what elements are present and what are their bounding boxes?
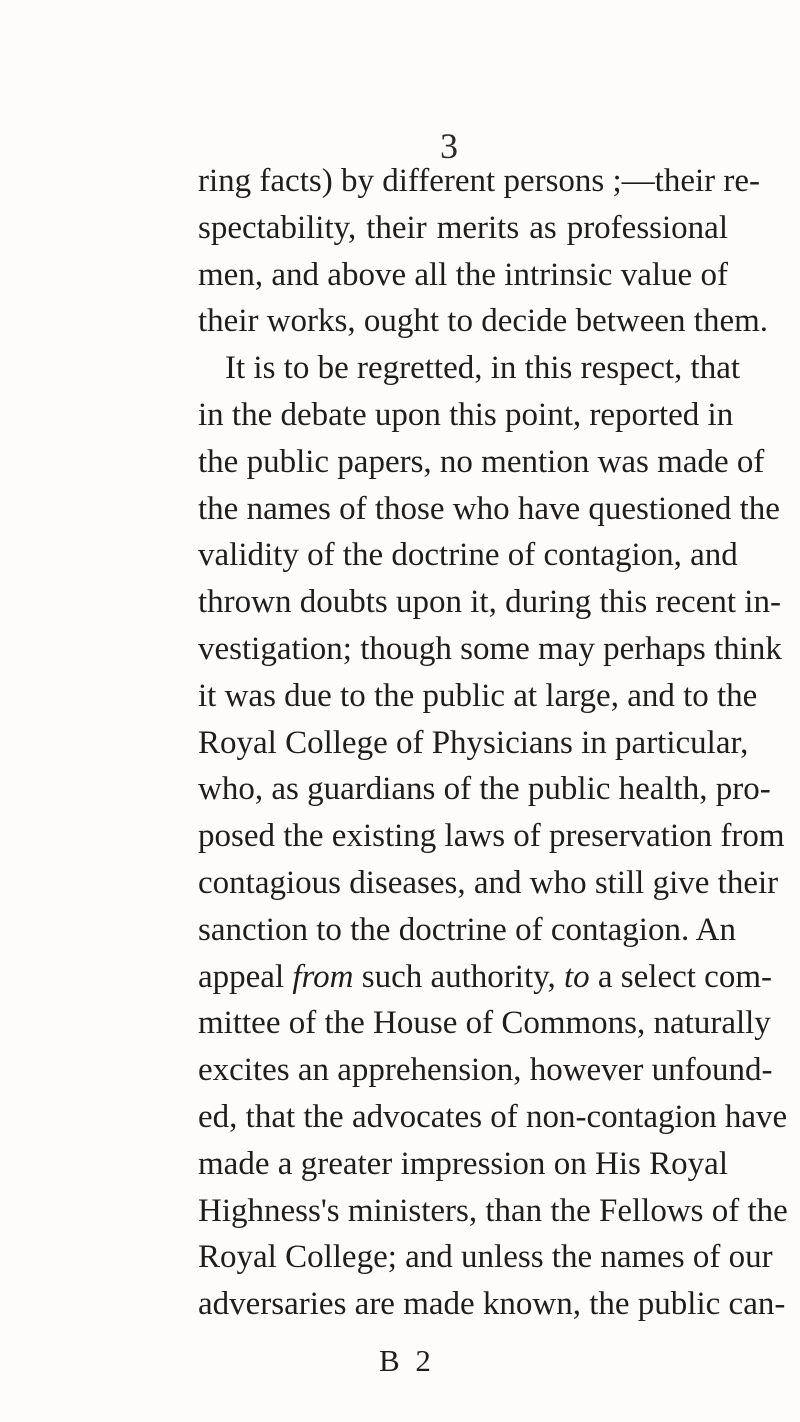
text-line: in the debate upon this point, reported in [198,396,734,433]
text-line: made a greater impression on His Royal [198,1145,728,1182]
signature-mark: B 2 [379,1343,435,1378]
text-line-with-italics [198,954,772,1001]
text-line: the public papers, no mention was made of [198,443,765,480]
text-line: it was due to the public at large, and to the [198,677,758,714]
text-line: Royal College; and unless the names of our [198,1239,773,1276]
text-line: who, as guardians of the public health, pro- [198,771,771,808]
text-line: excites an apprehension, however unfound- [198,1052,773,1089]
text-line: adversaries are made known, the public can- [198,1286,786,1323]
text-fragment: such authority, [353,958,564,995]
text-line: spectability, their merits as professional [198,209,728,246]
page-number: 3 [440,126,458,166]
text-fragment: appeal [198,958,293,995]
text-line: posed the existing laws of preservation from [198,818,785,855]
text-line: sanction to the doctrine of contagion. An [198,911,736,948]
text-line: Highness's ministers, than the Fellows of the [198,1192,788,1229]
text-line: the names of those who have questioned the [198,490,780,527]
text-line: contagious diseases, and who still give their [198,864,779,901]
text-line: mittee of the House of Commons, naturally [198,1005,771,1042]
text-line: validity of the doctrine of contagion, and [198,537,738,574]
text-fragment: a select com- [589,958,772,995]
body-text [198,158,788,1328]
text-line: Royal College of Physicians in particular, [198,724,749,761]
text-line: ed, that the advocates of non-contagion have [198,1098,788,1135]
text-line: vestigation; though some may perhaps think [198,630,782,667]
text-line: thrown doubts upon it, during this recent in- [198,584,781,621]
paragraph-start-line: It is to be regretted, in this respect, that [225,350,741,387]
text-line: ring facts) by different persons ;—their re- [198,163,761,199]
text-line: men, and above all the intrinsic value of [198,256,728,293]
text-line: their works, ought to decide between them. [198,303,769,340]
italic-word: from [292,958,354,995]
italic-word: to [563,958,590,995]
